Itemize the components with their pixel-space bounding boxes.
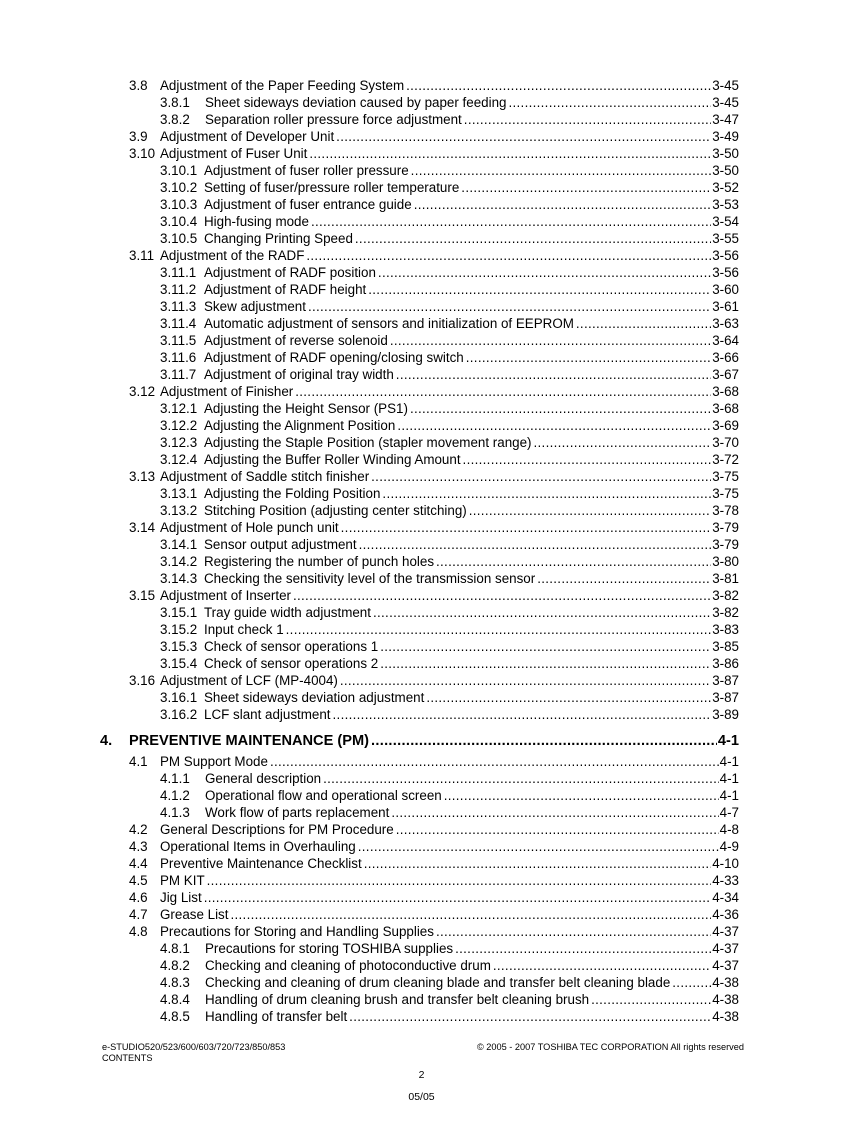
toc-entry[interactable] <box>0 587 843 604</box>
toc-page: 3-72 <box>712 452 739 467</box>
toc-title: Work flow of parts replacement <box>205 805 390 820</box>
toc-entry[interactable] <box>0 787 843 804</box>
toc-title: Adjusting the Staple Position (stapler movement range) <box>204 435 532 450</box>
leader-dots <box>309 145 711 162</box>
toc-number: 3.13.2 <box>160 503 198 518</box>
toc-number: 4.7 <box>129 907 148 922</box>
toc-title: Adjustment of fuser roller pressure <box>204 163 409 178</box>
toc-entry[interactable] <box>0 383 843 400</box>
toc-number: 3.11.3 <box>160 299 197 314</box>
toc-entry[interactable] <box>0 804 843 821</box>
toc-chapter-entry[interactable] <box>0 723 843 753</box>
toc-number: 3.10.5 <box>160 231 198 246</box>
toc-number: 3.15.1 <box>160 605 198 620</box>
leader-dots <box>380 638 711 655</box>
toc-title: Operational flow and operational screen <box>205 788 442 803</box>
toc-number: 3.15.4 <box>160 656 198 671</box>
leader-dots <box>371 468 711 485</box>
toc-page: 4-38 <box>712 975 739 990</box>
toc-number: 3.11.6 <box>160 350 197 365</box>
toc-title: General description <box>205 771 322 786</box>
toc-title: Registering the number of punch holes <box>204 554 435 569</box>
leader-dots <box>341 519 712 536</box>
footer-model: e-STUDIO520/523/600/603/720/723/850/853 <box>102 1042 286 1052</box>
leader-dots <box>464 111 711 128</box>
toc-page: 3-82 <box>712 605 739 620</box>
toc-page: 3-49 <box>712 129 739 144</box>
toc-number: 4.4 <box>129 856 148 871</box>
toc-page: 3-47 <box>712 112 739 127</box>
toc-entry[interactable] <box>0 872 843 889</box>
toc-title: PM Support Mode <box>160 754 268 769</box>
leader-dots <box>444 787 719 804</box>
toc-title: Adjustment of RADF height <box>204 282 367 297</box>
toc-page: 4-33 <box>712 873 739 888</box>
toc-number: 3.11.5 <box>160 333 197 348</box>
toc-number: 4.6 <box>129 890 148 905</box>
leader-dots <box>308 298 711 315</box>
toc-page: 4-1 <box>717 733 739 749</box>
toc-page: 3-64 <box>712 333 739 348</box>
toc-page: 3-75 <box>712 486 739 501</box>
toc-title: Adjustment of RADF position <box>204 265 376 280</box>
leader-dots <box>576 315 711 332</box>
toc-page: 4-1 <box>719 788 739 803</box>
toc-number: 3.11.2 <box>160 282 197 297</box>
toc-title: Sheet sideways deviation caused by paper feeding <box>205 95 507 110</box>
toc-title: Adjusting the Alignment Position <box>204 418 396 433</box>
toc-number: 3.12 <box>129 384 156 399</box>
toc-entry[interactable] <box>0 434 843 451</box>
toc-entry[interactable] <box>0 923 843 940</box>
toc-number: 3.11.7 <box>160 367 197 382</box>
leader-dots <box>534 434 712 451</box>
toc-title: Adjusting the Height Sensor (PS1) <box>204 401 408 416</box>
toc-entry[interactable] <box>0 111 843 128</box>
toc-number: 3.14.1 <box>160 537 198 552</box>
leader-dots <box>410 400 711 417</box>
toc-entry[interactable] <box>0 821 843 838</box>
toc-number: 3.15 <box>129 588 156 603</box>
toc-number: 3.14 <box>129 520 156 535</box>
leader-dots <box>378 264 711 281</box>
toc-entry[interactable] <box>0 196 843 213</box>
leader-dots <box>333 706 712 723</box>
toc-entry[interactable] <box>0 753 843 770</box>
toc-number: 3.10.4 <box>160 214 198 229</box>
toc-page: 3-80 <box>712 554 739 569</box>
toc-entry[interactable] <box>0 570 843 587</box>
leader-dots <box>204 889 712 906</box>
toc-entry[interactable] <box>0 332 843 349</box>
toc-number: 3.10.2 <box>160 180 198 195</box>
toc-page: 3-56 <box>712 265 739 280</box>
toc-page: 4-9 <box>719 839 739 854</box>
toc-page: 3-63 <box>712 316 739 331</box>
toc-entry[interactable] <box>0 162 843 179</box>
toc-entry[interactable] <box>0 770 843 787</box>
toc-title: Adjustment of the RADF <box>160 248 305 263</box>
toc-entry[interactable] <box>0 77 843 94</box>
page-number: 2 <box>418 1069 425 1081</box>
toc-entry[interactable] <box>0 672 843 689</box>
toc-number: 3.8.1 <box>160 95 190 110</box>
toc-page: 3-89 <box>712 707 739 722</box>
toc-number: 4.8.4 <box>160 992 190 1007</box>
toc-page: 4-37 <box>712 958 739 973</box>
leader-dots <box>455 940 711 957</box>
toc-title: LCF slant adjustment <box>204 707 331 722</box>
leader-dots <box>340 672 711 689</box>
toc-entry[interactable] <box>0 1008 843 1025</box>
toc-title: Adjustment of RADF opening/closing switch <box>204 350 464 365</box>
toc-number: 3.12.2 <box>160 418 198 433</box>
toc-entry[interactable] <box>0 974 843 991</box>
toc-page: 4-7 <box>719 805 739 820</box>
leader-dots <box>336 128 711 145</box>
leader-dots <box>371 731 717 751</box>
toc-page: 3-56 <box>712 248 739 263</box>
toc-number: 3.12.1 <box>160 401 198 416</box>
toc-page: 4-10 <box>712 856 739 871</box>
toc-number: 3.14.3 <box>160 571 198 586</box>
toc-page: 3-55 <box>712 231 739 246</box>
toc-title: General Descriptions for PM Procedure <box>160 822 394 837</box>
toc-number: 3.10 <box>129 146 156 161</box>
toc-entry[interactable] <box>0 349 843 366</box>
toc-entry[interactable] <box>0 906 843 923</box>
toc-page: 3-87 <box>712 673 739 688</box>
toc-page: 3-50 <box>712 146 739 161</box>
toc-entry[interactable] <box>0 230 843 247</box>
toc-entry[interactable] <box>0 315 843 332</box>
toc-page: 3-67 <box>712 367 739 382</box>
toc-title: Jig List <box>160 890 202 905</box>
toc-title: Checking the sensitivity level of the transmission sensor <box>204 571 536 586</box>
toc-entry[interactable] <box>0 519 843 536</box>
toc-entry[interactable] <box>0 417 843 434</box>
toc-page: 4-1 <box>719 754 739 769</box>
toc-page: 3-52 <box>712 180 739 195</box>
toc-page: 3-53 <box>712 197 739 212</box>
toc-number: 3.8.2 <box>160 112 190 127</box>
toc-entry[interactable] <box>0 400 843 417</box>
footer-left <box>102 1042 285 1064</box>
leader-dots <box>469 502 711 519</box>
toc-page: 3-50 <box>712 163 739 178</box>
toc-page: 4-8 <box>719 822 739 837</box>
leader-dots <box>436 923 711 940</box>
leader-dots <box>349 1008 711 1025</box>
toc-title: Adjustment of Hole punch unit <box>160 520 339 535</box>
toc-number: 4.5 <box>129 873 148 888</box>
toc-title: Adjustment of the Paper Feeding System <box>160 78 405 93</box>
toc-number: 3.9 <box>129 129 148 144</box>
toc-entry[interactable] <box>0 451 843 468</box>
toc-page: 3-78 <box>712 503 739 518</box>
toc-entry[interactable] <box>0 281 843 298</box>
toc-entry[interactable] <box>0 553 843 570</box>
toc-entry[interactable] <box>0 366 843 383</box>
toc-page: 3-61 <box>712 299 739 314</box>
toc-number: 4.1.2 <box>160 788 190 803</box>
toc-title: Tray guide width adjustment <box>204 605 371 620</box>
toc-title: Adjustment of Developer Unit <box>160 129 335 144</box>
toc-page: 3-85 <box>712 639 739 654</box>
toc-number: 3.11.4 <box>160 316 197 331</box>
toc-title: Setting of fuser/pressure roller temperature <box>204 180 460 195</box>
leader-dots <box>436 553 711 570</box>
toc-number: 4.8.2 <box>160 958 190 973</box>
toc-title: Precautions for storing TOSHIBA supplies <box>205 941 454 956</box>
toc-page: 4-37 <box>712 941 739 956</box>
toc-title: Precautions for Storing and Handling Supplies <box>160 924 434 939</box>
toc-page: 3-45 <box>712 95 739 110</box>
toc-page: 4-36 <box>712 907 739 922</box>
toc-entry[interactable] <box>0 991 843 1008</box>
toc-page: 4-1 <box>719 771 739 786</box>
leader-dots <box>230 906 711 923</box>
toc-number: 3.15.3 <box>160 639 198 654</box>
toc-entry[interactable] <box>0 689 843 706</box>
toc-number: 3.16.2 <box>160 707 198 722</box>
toc-title: Adjustment of original tray width <box>204 367 394 382</box>
toc-entry[interactable] <box>0 621 843 638</box>
leader-dots <box>207 872 712 889</box>
toc-page: 3-79 <box>712 520 739 535</box>
toc-entry[interactable] <box>0 706 843 723</box>
toc-title: Automatic adjustment of sensors and initialization of EEPROM <box>204 316 574 331</box>
toc-page: 3-87 <box>712 690 739 705</box>
toc-title: Sheet sideways deviation adjustment <box>204 690 425 705</box>
leader-dots <box>358 838 719 855</box>
leader-dots <box>270 753 719 770</box>
toc-page: 4-34 <box>712 890 739 905</box>
leader-dots <box>295 383 711 400</box>
toc-title: Adjustment of fuser entrance guide <box>204 197 412 212</box>
toc-number: 3.12.3 <box>160 435 198 450</box>
toc-page: 4-38 <box>712 1009 739 1024</box>
toc-title: Stitching Position (adjusting center stitching) <box>204 503 467 518</box>
toc-number: 3.10.3 <box>160 197 198 212</box>
toc-entry[interactable] <box>0 145 843 162</box>
toc-number: 3.13 <box>129 469 156 484</box>
leader-dots <box>396 821 719 838</box>
toc-number: 4.8.5 <box>160 1009 190 1024</box>
toc-number: 4.8.3 <box>160 975 190 990</box>
toc-title: Check of sensor operations 2 <box>204 656 379 671</box>
toc-page: 3-70 <box>712 435 739 450</box>
leader-dots <box>390 332 711 349</box>
toc-title: Checking and cleaning of photoconductive drum <box>205 958 491 973</box>
toc-page: 3-45 <box>712 78 739 93</box>
leader-dots <box>397 417 711 434</box>
toc-entry[interactable] <box>0 838 843 855</box>
toc-page: 3-68 <box>712 384 739 399</box>
toc-entry[interactable] <box>0 855 843 872</box>
toc-title: Adjustment of Fuser Unit <box>160 146 308 161</box>
toc-title: Preventive Maintenance Checklist <box>160 856 362 871</box>
leader-dots <box>323 770 719 787</box>
toc-page: 4-38 <box>712 992 739 1007</box>
toc-entry[interactable] <box>0 128 843 145</box>
toc-title: Adjustment of Saddle stitch finisher <box>160 469 370 484</box>
toc-page: 3-69 <box>712 418 739 433</box>
toc-page: 3-54 <box>712 214 739 229</box>
toc-entry[interactable] <box>0 468 843 485</box>
toc-number: 4.8.1 <box>160 941 190 956</box>
leader-dots <box>509 94 712 111</box>
toc-number: 3.15.2 <box>160 622 198 637</box>
toc-number: 3.8 <box>129 78 148 93</box>
toc-number: 3.11.1 <box>160 265 197 280</box>
toc-number: 3.13.1 <box>160 486 198 501</box>
leader-dots <box>306 247 711 264</box>
toc-title: PREVENTIVE MAINTENANCE (PM) <box>129 733 369 749</box>
toc-title: Check of sensor operations 1 <box>204 639 379 654</box>
toc-number: 4.2 <box>129 822 148 837</box>
toc-number: 3.16.1 <box>160 690 198 705</box>
leader-dots <box>368 281 711 298</box>
toc-number: 3.14.2 <box>160 554 198 569</box>
toc-title: Sensor output adjustment <box>204 537 357 552</box>
toc-entry[interactable] <box>0 264 843 281</box>
toc-entry[interactable] <box>0 179 843 196</box>
toc-entry[interactable] <box>0 536 843 553</box>
toc-entry[interactable] <box>0 213 843 230</box>
toc-title: Handling of drum cleaning brush and transfer belt cleaning brush <box>205 992 590 1007</box>
toc-title: Separation roller pressure force adjustment <box>205 112 462 127</box>
toc-number: 4.1.3 <box>160 805 190 820</box>
toc-title: Adjusting the Buffer Roller Winding Amount <box>204 452 461 467</box>
leader-dots <box>466 349 711 366</box>
table-of-contents <box>0 77 843 1025</box>
toc-entry[interactable] <box>0 957 843 974</box>
leader-dots <box>461 179 711 196</box>
toc-number: 3.11 <box>129 248 155 263</box>
toc-title: Input check 1 <box>204 622 284 637</box>
leader-dots <box>364 855 711 872</box>
toc-title: Adjustment of Inserter <box>160 588 291 603</box>
footer-copyright: © 2005 - 2007 TOSHIBA TEC CORPORATION All rights reserved <box>476 1042 744 1052</box>
leader-dots <box>359 536 712 553</box>
footer-section: CONTENTS <box>102 1053 153 1063</box>
toc-entry[interactable] <box>0 889 843 906</box>
toc-title: Grease List <box>160 907 229 922</box>
toc-title: Skew adjustment <box>204 299 306 314</box>
toc-entry[interactable] <box>0 298 843 315</box>
toc-number: 3.16 <box>129 673 156 688</box>
toc-title: PM KIT <box>160 873 205 888</box>
toc-title: Checking and cleaning of drum cleaning blade and transfer belt cleaning blade <box>205 975 671 990</box>
leader-dots <box>380 655 711 672</box>
leader-dots <box>391 804 718 821</box>
toc-number: 4.8 <box>129 924 148 939</box>
toc-page: 3-66 <box>712 350 739 365</box>
toc-number: 4.3 <box>129 839 148 854</box>
toc-page: 3-82 <box>712 588 739 603</box>
toc-entry[interactable] <box>0 485 843 502</box>
toc-page: 3-75 <box>712 469 739 484</box>
toc-entry[interactable] <box>0 940 843 957</box>
toc-title: Adjustment of Finisher <box>160 384 294 399</box>
toc-page: 3-60 <box>712 282 739 297</box>
leader-dots <box>355 230 711 247</box>
toc-page: 3-81 <box>712 571 739 586</box>
toc-entry[interactable] <box>0 247 843 264</box>
toc-number: 4.1.1 <box>160 771 190 786</box>
toc-title: Operational Items in Overhauling <box>160 839 356 854</box>
toc-title: Adjusting the Folding Position <box>204 486 381 501</box>
leader-dots <box>311 213 711 230</box>
leader-dots <box>591 991 711 1008</box>
leader-dots <box>382 485 711 502</box>
leader-dots <box>493 957 711 974</box>
leader-dots <box>463 451 712 468</box>
toc-number: 4. <box>100 733 113 749</box>
toc-page: 3-79 <box>712 537 739 552</box>
leader-dots <box>406 77 711 94</box>
leader-dots <box>286 621 712 638</box>
toc-title: Handling of transfer belt <box>205 1009 348 1024</box>
leader-dots <box>672 974 711 991</box>
toc-entry[interactable] <box>0 655 843 672</box>
toc-page: 3-86 <box>712 656 739 671</box>
leader-dots <box>396 366 711 383</box>
leader-dots <box>411 162 712 179</box>
toc-number: 3.10.1 <box>160 163 198 178</box>
leader-dots <box>293 587 711 604</box>
toc-title: Adjustment of reverse solenoid <box>204 333 388 348</box>
toc-number: 4.1 <box>129 754 148 769</box>
toc-title: Changing Printing Speed <box>204 231 353 246</box>
leader-dots <box>414 196 712 213</box>
leader-dots <box>373 604 711 621</box>
page-date: 05/05 <box>408 1091 435 1103</box>
leader-dots <box>537 570 711 587</box>
toc-page: 3-68 <box>712 401 739 416</box>
leader-dots <box>426 689 711 706</box>
toc-title: High-fusing mode <box>204 214 309 229</box>
toc-entry[interactable] <box>0 604 843 621</box>
toc-entry[interactable] <box>0 502 843 519</box>
toc-number: 3.12.4 <box>160 452 198 467</box>
toc-entry[interactable] <box>0 94 843 111</box>
toc-title: Adjustment of LCF (MP-4004) <box>160 673 338 688</box>
toc-page: 4-37 <box>712 924 739 939</box>
toc-entry[interactable] <box>0 638 843 655</box>
toc-page: 3-83 <box>712 622 739 637</box>
